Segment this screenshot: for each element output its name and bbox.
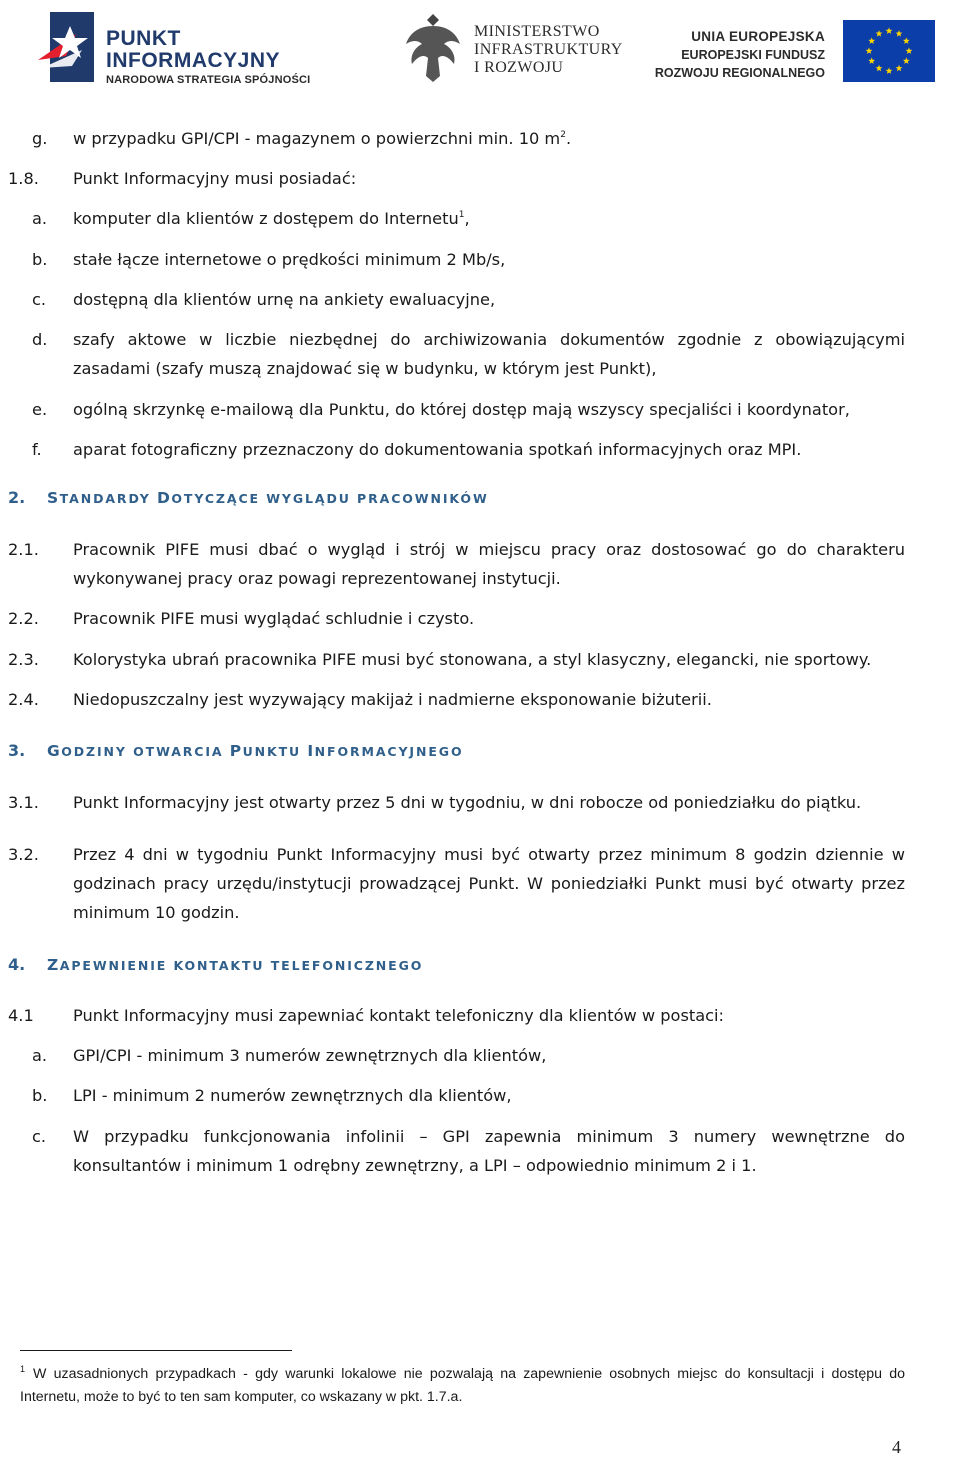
paragraph-text: Przez 4 dni w tygodniu Punkt Informacyjny musi być otwarty przez minimum 8 godzin dziennie w godzinach pracy urzędu/instytucji prowadzącej Punkt. W poniedziałki Punkt musi być otwarty przez minimum 10 godzin. <box>73 845 905 922</box>
list-text: ogólną skrzynkę e-mailową dla Punktu, do której dostęp mają wszyscy specjaliści i koordynator, <box>73 400 850 419</box>
logo-title-line1: PUNKT <box>106 27 181 50</box>
section-heading-4 <box>8 955 423 974</box>
heading-cap: Z <box>47 956 60 974</box>
section-number: 3. <box>8 741 26 760</box>
paragraph-text: Punkt Informacyjny musi posiadać: <box>73 169 357 188</box>
list-text: szafy aktowe w liczbie niezbędnej do archiwizowania dokumentów zgodnie z obowiązującymi zasadami (szafy muszą znajdować się w budynku, w którym jest Punkt), <box>73 330 905 378</box>
paragraph-number: 2.4. <box>8 690 39 709</box>
eu-line3: ROZWOJU REGIONALNEGO <box>654 66 825 80</box>
eu-flag-icon <box>843 20 935 82</box>
section-heading-2 <box>8 488 489 507</box>
paragraph-text: Kolorystyka ubrań pracownika PIFE musi być stonowana, a styl klasyczny, elegancki, nie sportowy. <box>73 650 872 669</box>
list-text: aparat fotograficzny przeznaczony do dokumentowania spotkań informacyjnych oraz MPI. <box>73 440 802 459</box>
section-number: 4. <box>8 955 26 974</box>
eu-line1: UNIA EUROPEJSKA <box>691 29 825 44</box>
heading-smallcaps: OTYCZĄCE WYGLĄDU PRACOWNIKÓW <box>171 491 489 506</box>
paragraph-text: Pracownik PIFE musi wyglądać schludnie i czysto. <box>73 609 475 628</box>
ministry-line1: MINISTERSTWO <box>474 23 600 40</box>
footnote-separator <box>20 1350 292 1351</box>
superscript: 2 <box>560 130 566 140</box>
list-text-tail: . <box>565 129 572 148</box>
paragraph-text: Niedopuszczalny jest wyzywający makijaż i nadmierne eksponowanie biżuterii. <box>73 690 712 709</box>
punkt-informacyjny-logo <box>36 6 311 90</box>
list-marker: c. <box>32 1127 47 1146</box>
list-marker: e. <box>32 400 48 419</box>
heading-cap: I <box>307 742 315 760</box>
heading-smallcaps: TANDARDY <box>59 491 158 506</box>
heading-cap: P <box>229 742 243 760</box>
eagle-emblem-icon <box>402 10 464 86</box>
list-text-body: w przypadku GPI/CPI - magazynem o powierzchni min. 10 m <box>73 129 561 148</box>
list-text <box>73 204 905 233</box>
list-text-body: komputer dla klientów z dostępem do Internetu <box>73 209 459 228</box>
star-emblem-icon <box>36 6 100 90</box>
eu-logo <box>654 14 935 84</box>
eu-line2: EUROPEJSKI FUNDUSZ <box>681 48 825 62</box>
heading-cap: S <box>47 489 60 507</box>
section-heading-3 <box>8 741 463 760</box>
list-marker: b. <box>32 250 48 269</box>
paragraph-text: Punkt Informacyjny musi zapewniać kontakt telefoniczny dla klientów w postaci: <box>73 1006 725 1025</box>
page-number: 4 <box>892 1437 901 1457</box>
page-header <box>0 0 960 98</box>
footnote-text: W uzasadnionych przypadkach - gdy warunki lokalowe nie pozwalają na zapewnienie osobnych miejsc do konsultacji i dostępu do Internetu, może to być to ten sam komputer, co wskazany w pkt. 1.7.a. <box>20 1366 905 1405</box>
list-text: LPI - minimum 2 numerów zewnętrznych dla klientów, <box>73 1086 512 1105</box>
list-marker: f. <box>32 440 42 459</box>
footnote <box>20 1363 905 1409</box>
ministry-logo <box>402 10 642 86</box>
paragraph-number: 2.1. <box>8 540 39 559</box>
list-text: GPI/CPI - minimum 3 numerów zewnętrznych dla klientów, <box>73 1046 547 1065</box>
list-marker: b. <box>32 1086 48 1105</box>
heading-cap: G <box>47 742 62 760</box>
list-text-tail: , <box>464 209 470 228</box>
footnote-marker: 1 <box>20 1364 26 1374</box>
section-number: 2. <box>8 488 26 507</box>
list-marker: a. <box>32 209 48 228</box>
paragraph-number: 4.1 <box>8 1006 34 1025</box>
list-text <box>73 124 905 153</box>
ministry-line3: I ROZWOJU <box>474 59 564 76</box>
logo-title-line2: INFORMACYJNY <box>106 49 281 72</box>
paragraph-text: Punkt Informacyjny jest otwarty przez 5 dni w tygodniu, w dni robocze od poniedziałku do piątku. <box>73 793 862 812</box>
heading-smallcaps: NFORMACYJNEGO <box>314 744 464 759</box>
list-marker: d. <box>32 330 48 349</box>
footnote-reference[interactable]: 1 <box>458 210 465 220</box>
list-marker: a. <box>32 1046 48 1065</box>
heading-smallcaps: ODZINY OTWARCIA <box>61 744 230 759</box>
paragraph-number: 3.2. <box>8 845 39 864</box>
ministry-line2: INFRASTRUKTURY <box>474 41 623 58</box>
list-marker: g. <box>32 129 48 148</box>
list-text: dostępną dla klientów urnę na ankiety ewaluacyjne, <box>73 290 496 309</box>
paragraph-number: 2.3. <box>8 650 39 669</box>
list-text: W przypadku funkcjonowania infolinii – GPI zapewnia minimum 3 numery wewnętrzne do konsultantów i minimum 1 odrębny zewnętrzny, a LPI – odpowiednio minimum 2 i 1. <box>73 1127 905 1175</box>
paragraph-text: Pracownik PIFE musi dbać o wygląd i strój w miejscu pracy oraz dostosować go do charakteru wykonywanej pracy oraz powagi reprezentowanej instytucji. <box>73 540 905 588</box>
logo-subtitle: NARODOWA STRATEGIA SPÓJNOŚCI <box>106 74 311 86</box>
paragraph-number: 2.2. <box>8 609 39 628</box>
paragraph-number: 3.1. <box>8 793 39 812</box>
paragraph-number: 1.8. <box>8 169 39 188</box>
heading-smallcaps: UNKTU <box>242 744 308 759</box>
list-text: stałe łącze internetowe o prędkości minimum 2 Mb/s, <box>73 250 506 269</box>
heading-smallcaps: APEWNIENIE KONTAKTU TELEFONICZNEGO <box>59 958 424 973</box>
heading-cap: D <box>157 489 172 507</box>
list-marker: c. <box>32 290 47 309</box>
